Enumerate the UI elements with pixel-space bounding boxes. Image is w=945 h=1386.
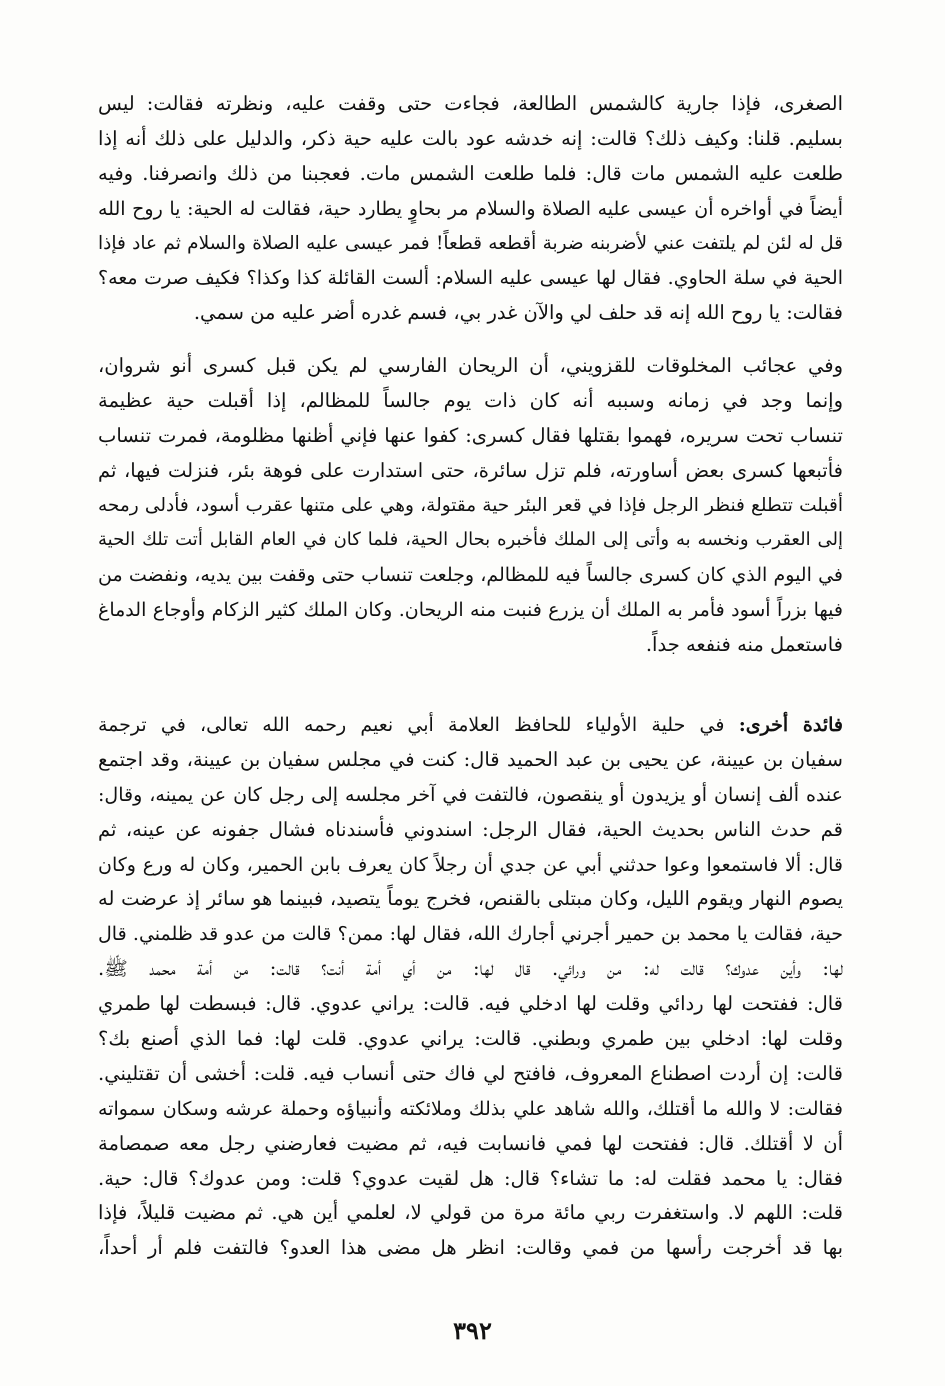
text-line: يصوم النهار ويقوم الليل، وكان مبتلى بالقنص، فخرج يوماً يتصيد، فبينما هو سائر إذ عرضت له [98, 887, 843, 911]
text-line-rest: في حلية الأولياء للحافظ العلامة أبي نعيم رحمه الله تعالى، في ترجمة [98, 714, 739, 736]
text-line: حية، فقالت يا محمد بن حمير أجرني أجارك الله، فقال لها: ممن؟ قالت من عدو قد ظلمني. قال [98, 923, 843, 946]
paragraph-2 [98, 349, 843, 663]
text-line: قال: ففتحت لها ردائي وقلت لها ادخلي فيه. قالت: يراني عدوي. قال: فبسطت لها طمري [98, 992, 843, 1016]
paragraph-1 [98, 87, 843, 331]
text-line: وإنما وجد في زمانه وسببه أنه كان ذات يوم جالساً للمظالم، إذا أقبلت حية عظيمة [98, 388, 843, 412]
text-line: وفي عجائب المخلوقات للقزويني، أن الريحان الفارسي لم يكن قبل كسرى أنو شروان، [98, 354, 843, 377]
text-line: فاستعمل منه فنفعه جداً. [645, 633, 843, 657]
text-line: لها: وأين عدوك؟ قالت له: من ورائي. قال لها: من أي أمة أنت؟ قالت: من أمة محمد ﷺ. [98, 957, 843, 981]
text-line: طلعت عليه الشمس مات قال: فلما طلعت الشمس مات. فعجبنا من ذلك وانصرفنا. وفيه [98, 161, 843, 185]
text-line: قال: ألا فاستمعوا وعوا حدثني أبي عن جدي أن رجلاً كان يعرف بابن الحمير، وكان له ورع وكان [98, 853, 843, 876]
text-line [98, 708, 843, 743]
section-lead: فائدة أخرى: [738, 714, 843, 736]
text-line: قالت: إن أردت اصطناع المعروف، فافتح لي فاك حتى أنساب فيه. قلت: أخشى أن تقتليني. [98, 1061, 843, 1085]
text-line: قل له لئن لم يلتفت عني لأضربنه ضربة أقطعه قطعاً! فمر عيسى عليه الصلاة والسلام ثم عاد فإذا [98, 232, 843, 254]
text-line: تنساب تحت سريره، فهموا بقتلها فقال كسرى: كفوا عنها فإني أظنها مظلومة، فمرت تنساب [98, 423, 843, 447]
text-line: بها قد أخرجت رأسها من فمي وقالت: انظر هل مضى هذا العدو؟ فالتفت فلم أر أحداً، [98, 1236, 843, 1260]
text-line: فقالت: يا روح الله إنه قد حلف لي والآن غدر بي، فسم غدره أضر عليه من سمي. [193, 301, 843, 325]
text-line: فيها بزراً أسود فأمر به الملك أن يزرع فنبت منه الريحان. وكان الملك كثير الزكام وأوجاع الدماغ [98, 599, 843, 622]
paragraph-3 [98, 708, 843, 1266]
text-line: وقلت لها: ادخلي بين طمري وبطني. قالت: يراني عدوي. قلت لها: فما الذي أصنع بك؟ [98, 1027, 843, 1051]
text-line: قلت: اللهم لا. واستغفرت ربي مائة مرة من قولي لا، لعلمي أين هي. ثم مضيت قليلاً، فإذا [98, 1201, 843, 1225]
text-line: الحية في سلة الحاوي. فقال لها عيسى عليه السلام: ألست القائلة كذا وكذا؟ فكيف صرت معه؟ [98, 267, 843, 290]
text-line: الصغرى، فإذا جارية كالشمس الطالعة، فجاءت حتى وقفت عليه، ونظرته فقالت: ليس [98, 92, 843, 115]
text-line: فقال: يا محمد فقلت له: ما تشاء؟ قال: هل لقيت عدوي؟ قلت: ومن عدوك؟ قال: حية. [98, 1166, 843, 1190]
text-line: في اليوم الذي كان كسرى جالساً فيه للمظالم، وجلعت تنساب حتى وقفت بين يديه، ونفضت من [98, 564, 843, 587]
text-line: بسليم. قلنا: وكيف ذلك؟ قالت: إنه خدشه عود بالت عليه حية ذكر، والدليل على ذلك أنه إذا [98, 126, 843, 150]
text-line: إلى العقرب ونخسه به وأتى إلى الملك فأخبره بحال الحية، فلما كان في العام القابل أتت تلك الحية [98, 529, 843, 551]
text-line: أن لا أقتلك. قال: ففتحت لها فمي فانسابت فيه، ثم مضيت فعارضني رجل معه صمصامة [98, 1131, 843, 1155]
text-line: عنده ألف إنسان أو يزيدون أو ينقصون، فالتفت في آخر مجلسه إلى رجل كان عن يمينه، وقال: [98, 783, 843, 806]
text-line: فأتبعها كسرى بعض أساورته، فلم تزل سائرة، حتى استدارت على فوهة بئر، فنزلت فيها، ثم [98, 458, 843, 482]
text-line: أيضاً في أواخره أن عيسى عليه الصلاة والسلام مر بحاوٍ يطارد حية، فقالت له الحية: يا روح الله [98, 197, 843, 220]
page-number: ٣٩٢ [453, 1316, 492, 1345]
text-line: أقبلت تتطلع فنظر الرجل فإذا في قعر البئر حية مقتولة، وهي على متنها عقرب أسود، فأدلى رمحه [98, 494, 843, 516]
text-line: قم حدث الناس بحديث الحية، فقال الرجل: اسندوني فأسندناه فشال جفونه عن عينه، ثم [98, 817, 843, 841]
text-line: سفيان بن عيينة، عن يحيى بن عبد الحميد قال: كنت في مجلس سفيان بن عيينة، وقد اجتمع [98, 747, 843, 771]
text-line: فقالت: لا والله ما أقتلك، والله شاهد علي بذلك وملائكته وأنبياؤه وحملة عرشه وسكان سمواته [98, 1097, 843, 1120]
